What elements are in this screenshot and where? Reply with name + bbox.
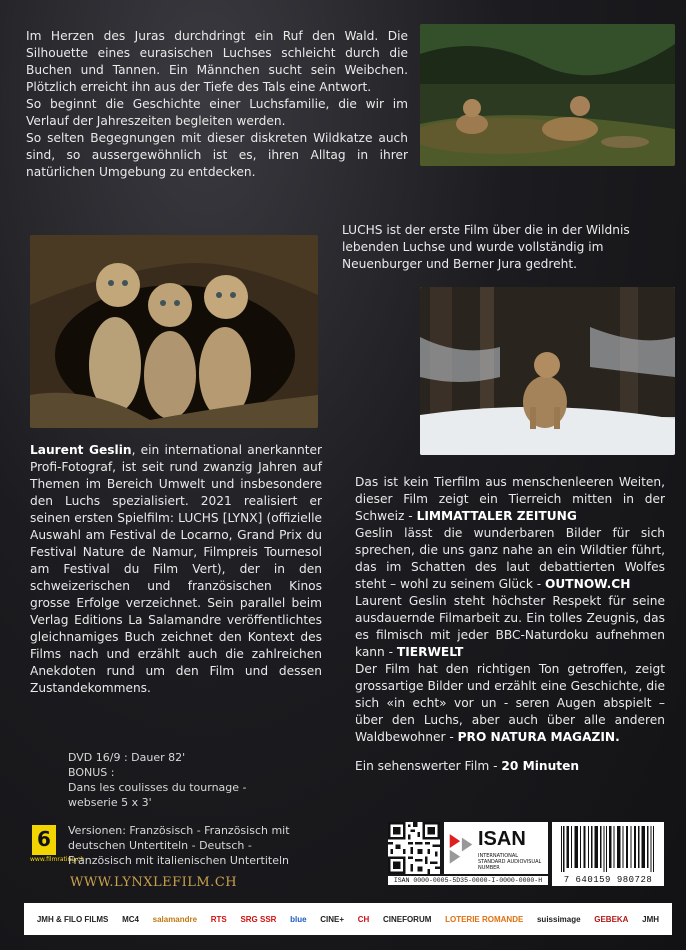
ean-barcode [552,822,664,886]
age-rating-url: www.filmrating.ch [30,856,85,863]
dvd-bonus-label: BONUS : [68,766,115,779]
logo-jmh-filo: JMH & FILO FILMS [36,914,109,924]
logo-swiss-confederation: CH [357,914,370,924]
film-info: LUCHS ist der erste Film über die in der Wildnis lebenden Luchse und wurde vollständig im Neuenburger und Berner Jura gedreht. [342,223,630,271]
logo-suissimage: suissimage [536,914,581,924]
director-name: Laurent Geslin [30,443,132,457]
review-source-2: OUTNOW.CH [545,577,631,591]
final-review: Ein sehenswerter Film - 20 Minuten [355,759,580,773]
logo-cine-plus: CINE+ [320,914,345,924]
logo-cineforum: CINEFORUM [382,914,432,924]
isan-number: ISAN 0000-0005-5D35-0000-I-0000-0000-H [388,876,548,885]
logo-srg-ssr: SRG SSR [240,914,277,924]
qr-code [388,822,440,874]
language-versions: Versionen: Französisch - Französisch mit deutschen Untertiteln - Deutsch - Französisch mit italienischen Untertiteln [68,824,290,867]
isan-logo-icon [448,830,474,866]
reviews [355,474,665,775]
website-url: WWW.LYNXLEFILM.CH [70,875,238,890]
intro-paragraph-3: So selten Begegnungen mit dieser diskreten Wildkatze auch sind, so aussergewöhnlich ist es, ihren Alltag in ihrer natürlichen Umgebung zu entdecken. [26,131,408,179]
intro-text [26,28,408,181]
logo-rts: RTS [210,914,227,924]
photo-lynx-snow [420,287,675,455]
isan-subtitle: INTERNATIONAL STANDARD AUDIOVISUAL NUMBER [478,853,542,871]
review-source-1: LIMMATTALER ZEITUNG [416,509,577,523]
sponsor-logos [24,903,672,935]
logo-jmh: JMH [642,914,660,924]
barcode-number: 7 640159 980728 [563,875,653,885]
review-1: Das ist kein Tierfilm aus menschenleeren Weiten, dieser Film zeigt ein Tierreich mitten in der Schweiz - LIMMATTALER ZEITUNG [355,475,665,523]
isan-block [444,822,548,874]
logo-salamandre: salamandre [152,914,198,924]
age-rating-badge: 6 [32,825,56,855]
isan-logo: ISAN [478,828,526,850]
intro-paragraph-2: So beginnt die Geschichte einer Luchsfamilie, die wir im Verlauf der Jahreszeiten begleiten werden. [26,97,408,128]
logo-loterie-romande: LOTERIE ROMANDE [445,914,524,924]
review-3: Laurent Geslin steht höchster Respekt für seine ausdauernde Filmarbeit zu. Ein tolles Zeugnis, das es filmisch mit jeder BBC-Naturdoku aufnehmen kann - TIERWELT [355,594,665,659]
dvd-info [68,750,288,810]
director-bio [30,442,322,697]
dvd-format: DVD 16/9 : Dauer 82' [68,751,186,764]
director-bio-text: , ein international anerkannter Profi-Fotograf, ist seit rund zwanzig Jahren auf Themen im Bereich Umwelt und insbesondere den Luchs spezialisiert. 2021 realisiert er seinen ersten Spielfilm: LUCHS [LYNX] (offizielle Auswahl am Festival de Locarno, Grand Prix du Festival Nature de Namur, Filmpreis Tournesol am Festival du Film Vert), der in den schweizerischen und französischen Kinos grosse Erfolge verzeichnet. Sein parallel beim Verlag Editions La Salamandre veröffentlichtes gleichnamiges Buch zeichnet den Kontext des Films nach und erzählt auch die zahlreichen Anekdoten rund um den Film und dessen Zustandekommens. [30,443,322,695]
logo-blue: blue [290,914,307,924]
photo-lynx-pair [420,24,675,166]
intro-paragraph-1: Im Herzen des Juras durchdringt ein Ruf den Wald. Die Silhouette eines eurasischen Luchses schleicht durch die Buchen und Tannen. Ein Männchen sucht sein Weibchen. Plötzlich erreicht ihn aus der Tiefe des Tals eine Antwort. [26,29,408,94]
logo-gebeka: GEBEKA [594,914,629,924]
logo-mc4: MC4 [122,914,139,924]
photo-lynx-kittens [30,235,318,428]
review-source-4: PRO NATURA MAGAZIN. [457,730,620,744]
final-review-source: 20 Minuten [501,759,580,773]
review-2: Geslin lässt die wunderbaren Bilder für sich sprechen, die uns ganz nahe an ein Wildtier führt, das im Schatten des laut debattierten Wolfes steht – wohl zu seinem Glück - OUTNOW.CH [355,526,665,591]
review-4: Der Film hat den richtigen Ton getroffen, zeigt grossartige Bilder und erzählt eine Geschichte, die sich «in echt» vor un - seren Augen abspielt – über den Luchs, aber auch über alle anderen Waldbewohner - PRO NATURA MAGAZIN. [355,662,665,744]
review-source-3: TIERWELT [396,645,464,659]
dvd-bonus: Dans les coulisses du tournage - webserie 5 x 3' [68,781,247,809]
